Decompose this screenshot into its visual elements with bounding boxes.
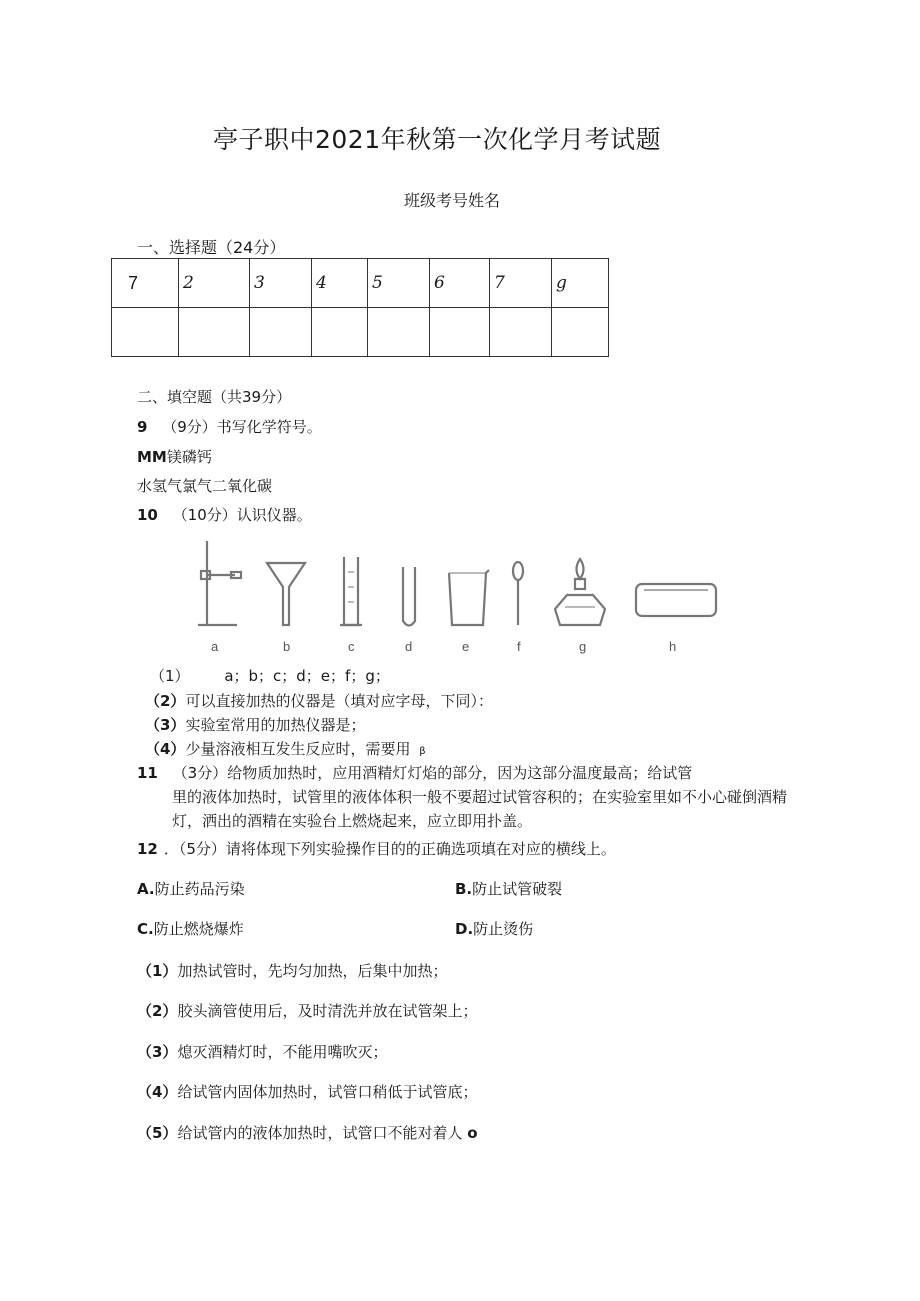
table-header-cell: 5 xyxy=(368,259,430,308)
apparatus-label: a xyxy=(211,639,219,654)
funnel-icon xyxy=(267,563,305,625)
page-title: 亭子职中2021年秋第一次化学月考试题 xyxy=(213,125,662,154)
option-text: 防止试管破裂 xyxy=(472,880,563,898)
part-number: （3） xyxy=(145,716,186,734)
question-9 xyxy=(137,416,322,437)
q10-part-3 xyxy=(145,714,365,735)
test-tube-icon xyxy=(403,567,415,626)
option-b xyxy=(455,878,562,899)
part-number: （2） xyxy=(145,692,186,710)
part-number: （4） xyxy=(145,740,186,758)
q12-item-1 xyxy=(137,960,447,981)
alcohol-lamp-icon xyxy=(555,559,605,625)
option-key: A. xyxy=(137,880,155,898)
item-text: 给试管内的液体加热时，试管口不能对着人 xyxy=(177,1124,463,1142)
question-number: 11 xyxy=(137,764,158,782)
q9-symbol-placeholder: MM xyxy=(137,448,167,466)
item-number: （2） xyxy=(137,1002,178,1020)
answer-table-header-row xyxy=(112,259,609,308)
apparatus-label: d xyxy=(405,639,413,654)
item-number: （1） xyxy=(137,962,178,980)
stray-mark: β xyxy=(419,746,426,757)
lab-apparatus-figure xyxy=(195,537,730,657)
evaporating-dish-icon xyxy=(636,584,716,616)
option-text: 防止烫伤 xyxy=(473,920,534,938)
q12-item-3 xyxy=(137,1041,387,1062)
q9-line-1 xyxy=(137,446,212,467)
question-10 xyxy=(137,504,312,525)
answer-cell[interactable] xyxy=(250,308,312,357)
table-header-cell: 2 xyxy=(179,259,250,308)
apparatus-label: c xyxy=(348,639,355,654)
answer-cell[interactable] xyxy=(179,308,250,357)
table-header-cell: 7 xyxy=(490,259,552,308)
question-text: （3分）给物质加热时，应用酒精灯灯焰的部分，因为这部分温度最高；给试管 xyxy=(172,764,693,782)
apparatus-label: b xyxy=(283,639,291,654)
part-text: 实验室常用的加热仪器是； xyxy=(185,716,366,734)
q10-part-1 xyxy=(150,665,390,686)
beaker-icon xyxy=(449,570,489,625)
answer-cell[interactable] xyxy=(112,308,179,357)
answer-cell[interactable] xyxy=(430,308,490,357)
end-mark: o xyxy=(467,1124,478,1142)
q10-part-4 xyxy=(145,738,426,759)
answer-cell[interactable] xyxy=(490,308,552,357)
apparatus-label: h xyxy=(669,639,677,654)
answer-table xyxy=(111,258,609,357)
part-number: （1） xyxy=(150,667,190,685)
option-a xyxy=(137,878,245,899)
dropper-icon xyxy=(513,562,523,625)
question-12 xyxy=(137,838,616,859)
item-text: 给试管内固体加热时，试管口稍低于试管底； xyxy=(177,1083,478,1101)
answer-cell[interactable] xyxy=(552,308,609,357)
item-text: 加热试管时，先均匀加热，后集中加热； xyxy=(177,962,448,980)
question-text: （9分）书写化学符号。 xyxy=(162,418,322,436)
table-header-cell: 4 xyxy=(312,259,368,308)
answer-table-answer-row xyxy=(112,308,609,357)
answer-cell[interactable] xyxy=(368,308,430,357)
q12-item-4 xyxy=(137,1081,477,1102)
item-text: 熄灭酒精灯时，不能用嘴吹灭； xyxy=(177,1043,388,1061)
option-key: C. xyxy=(137,920,154,938)
item-number: （4） xyxy=(137,1083,178,1101)
section1-heading: 一、选择题（24分） xyxy=(137,238,286,257)
part-text: 可以直接加热的仪器是（填对应字母，下同）： xyxy=(185,692,493,710)
q11-line-2: 里的液体加热时，试管里的液体体积一般不要超过试管容积的；在实验室里如不小心碰倒酒精 xyxy=(172,788,788,806)
item-text: 胶头滴管使用后，及时清洗并放在试管架上； xyxy=(177,1002,478,1020)
table-header-cell: 3 xyxy=(250,259,312,308)
question-number: 12 xyxy=(137,840,158,858)
iron-stand-icon xyxy=(198,541,241,625)
q9-line-2: 水氢气氯气二氧化碳 xyxy=(137,477,273,495)
q10-part-2 xyxy=(145,690,493,711)
part-text: 少量溶液相互发生反应时，需要用 xyxy=(185,740,411,758)
graduated-cylinder-icon xyxy=(340,557,362,625)
question-number: 9 xyxy=(137,418,148,436)
item-number: （3） xyxy=(137,1043,178,1061)
option-text: 防止药品污染 xyxy=(154,880,245,898)
section2-heading: 二、填空题（共39分） xyxy=(137,388,292,406)
question-number: 10 xyxy=(137,506,158,524)
item-number: （5） xyxy=(137,1124,178,1142)
part-text: a；b；c；d；e；f；g； xyxy=(224,667,390,685)
q12-item-5 xyxy=(137,1122,478,1143)
q11-line-3: 灯，洒出的酒精在实验台上燃烧起来，应立即用扑盖。 xyxy=(172,812,533,830)
table-header-cell: g xyxy=(552,259,609,308)
question-text: （10分）认识仪器。 xyxy=(172,506,312,524)
table-header-cell: 6 xyxy=(430,259,490,308)
apparatus-label: g xyxy=(579,639,587,654)
q12-item-2 xyxy=(137,1000,477,1021)
q9-elements-text: 镁磷钙 xyxy=(166,448,212,466)
answer-cell[interactable] xyxy=(312,308,368,357)
option-d xyxy=(455,918,533,939)
option-c xyxy=(137,918,244,939)
option-key: B. xyxy=(455,880,473,898)
question-text: ．（5分）请将体现下列实验操作目的的正确选项填在对应的横线上。 xyxy=(163,840,616,858)
option-text: 防止燃烧爆炸 xyxy=(153,920,244,938)
option-key: D. xyxy=(455,920,474,938)
question-11 xyxy=(137,762,692,783)
apparatus-label: f xyxy=(517,639,521,654)
student-info-line: 班级考号姓名 xyxy=(404,191,501,210)
apparatus-label: e xyxy=(462,639,470,654)
table-header-cell: 7 xyxy=(112,259,179,308)
